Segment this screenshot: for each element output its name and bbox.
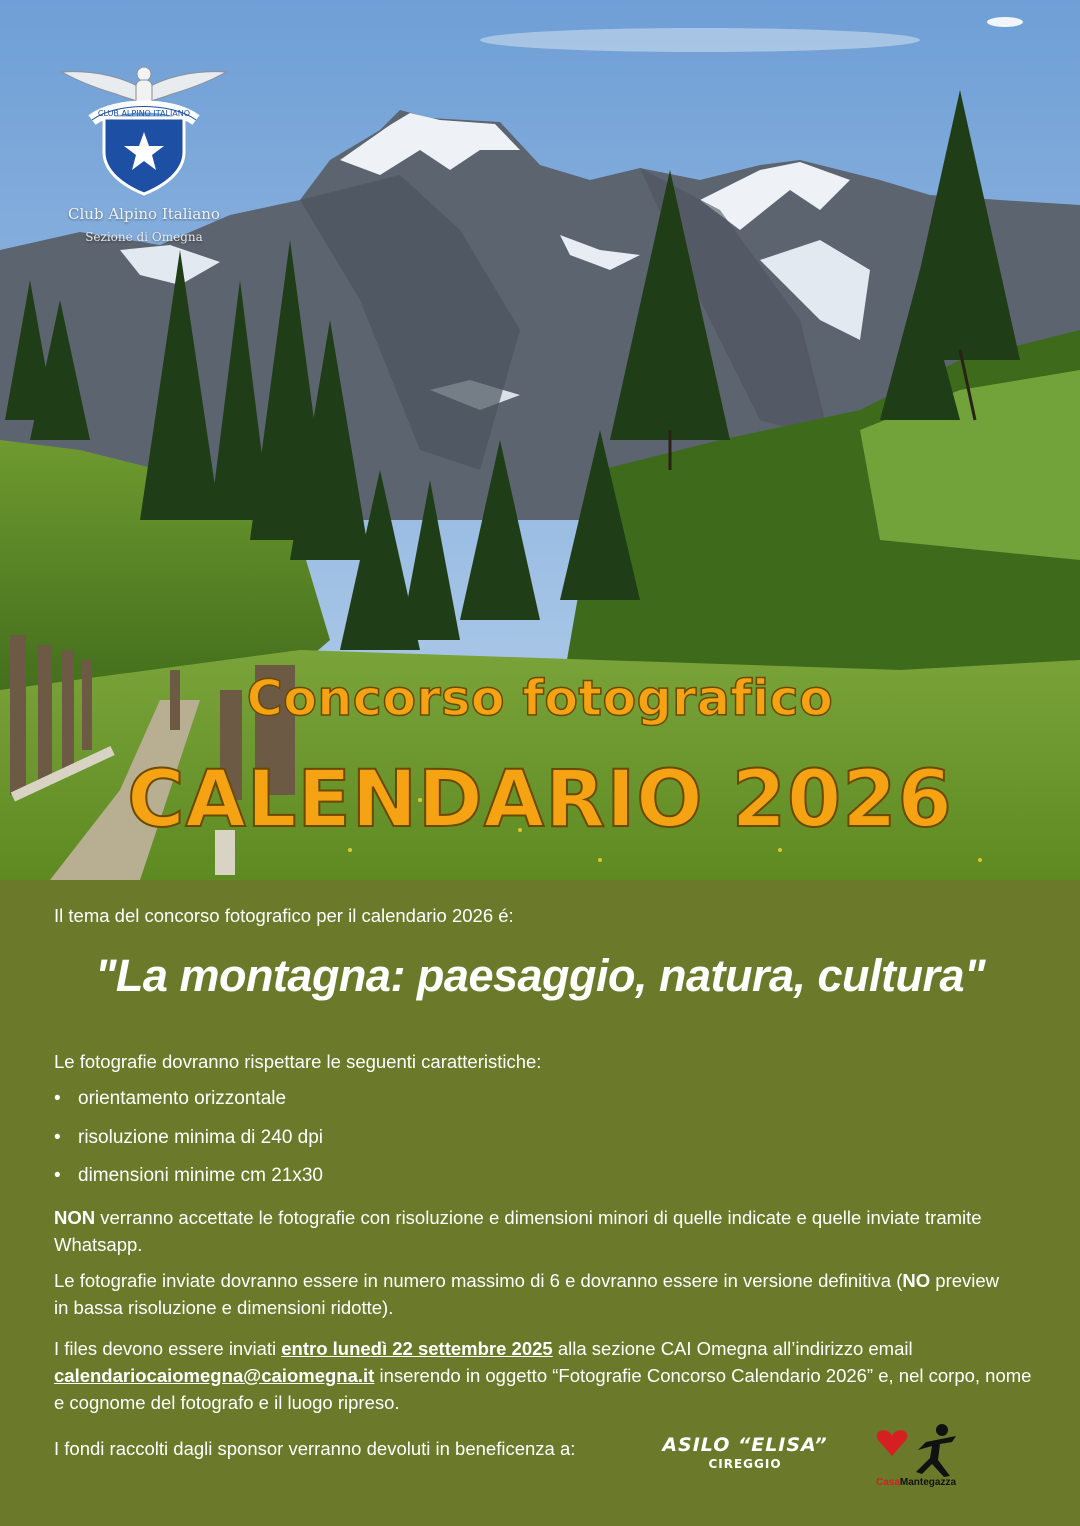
deadline-text: entro lunedì 22 settembre 2025 xyxy=(281,1338,553,1359)
casa-part2: Mantegazza xyxy=(899,1477,957,1488)
asilo-place: CIREGGIO xyxy=(708,1457,782,1471)
title-contest: Concorso fotografico xyxy=(246,670,834,727)
asilo-elisa-logo xyxy=(650,1434,840,1471)
casa-mantegazza-name xyxy=(866,1477,966,1488)
list-item: • dimensioni minime cm 21x30 xyxy=(54,1162,323,1201)
max-photos-bold: NO xyxy=(902,1270,931,1291)
rejection-note-bold: NON xyxy=(54,1207,96,1228)
submission-text-c: inserendo in oggetto “Fotografie Concorso Calendario 2026” e, nel corpo, nome e cognome del fotografo e il luogo ripreso. xyxy=(54,1365,1032,1413)
requirements-list xyxy=(54,1085,323,1201)
org-name: Club Alpino Italiano xyxy=(68,205,220,223)
list-item: • orientamento orizzontale xyxy=(54,1085,323,1124)
list-item: • risoluzione minima di 240 dpi xyxy=(54,1124,323,1163)
max-photos-note xyxy=(54,1267,1014,1321)
rejection-note xyxy=(54,1204,1014,1258)
casa-mantegazza-logo xyxy=(866,1420,966,1490)
logo-ribbon-text: CLUB ALPINO ITALIANO xyxy=(97,109,191,118)
email-link[interactable]: calendariocaiomegna@caiomegna.it xyxy=(54,1365,375,1386)
max-photos-text-a: Le fotografie inviate dovranno essere in numero massimo di 6 e dovranno essere in versione definitiva ( xyxy=(54,1270,903,1291)
submission-text-b: alla sezione CAI Omegna all’indirizzo email xyxy=(552,1338,913,1359)
casa-part1: Casa xyxy=(875,1477,900,1488)
max-photos-text-b: preview in bassa risoluzione e dimensioni ridotte). xyxy=(54,1270,1000,1318)
asilo-name: ASILO “ELISA” xyxy=(662,1434,828,1456)
rejection-note-text: verranno accettate le fotografie con risoluzione e dimensioni minori di quelle indicate e quelle inviate tramite Whatsapp. xyxy=(54,1207,982,1255)
submission-text-a: I files devono essere inviati xyxy=(54,1338,282,1359)
section-name: Sezione di Omegna xyxy=(85,230,203,244)
requirements-intro: Le fotografie dovranno rispettare le seguenti caratteristiche: xyxy=(54,1051,542,1072)
casa-mantegazza-emblem xyxy=(866,1420,966,1478)
intro-text: Il tema del concorso fotografico per il calendario 2026 é: xyxy=(54,905,514,926)
eagle-shield-emblem xyxy=(56,60,232,200)
submission-note xyxy=(54,1335,1034,1416)
title-calendar: CALENDARIO 2026 xyxy=(127,755,953,845)
info-panel xyxy=(0,880,1080,1526)
theme-title: "La montagna: paesaggio, natura, cultura" xyxy=(95,950,985,1001)
charity-note: I fondi raccolti dagli sponsor verranno devoluti in beneficenza a: xyxy=(54,1438,576,1459)
